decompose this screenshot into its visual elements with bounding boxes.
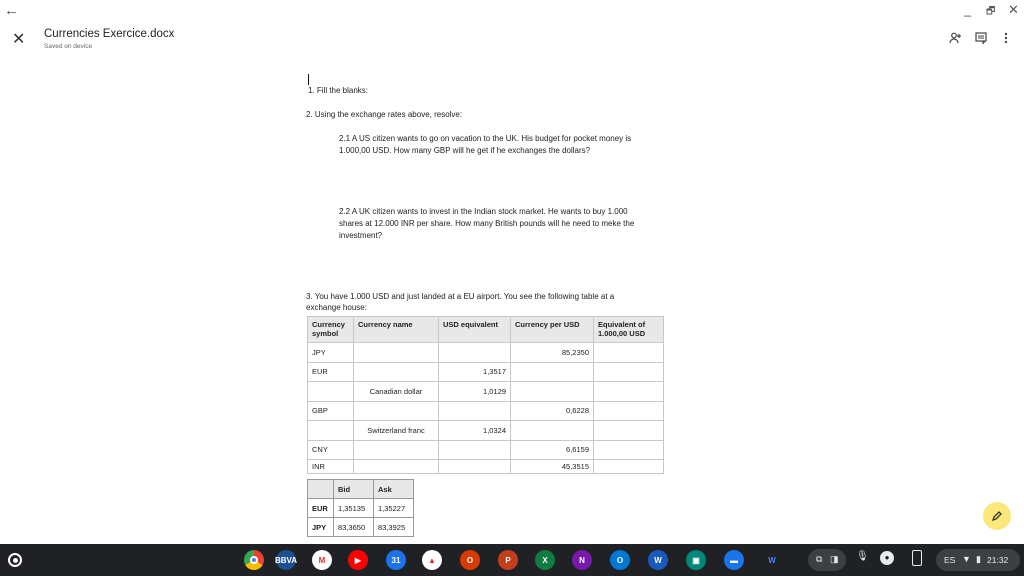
table-cell[interactable] (308, 382, 354, 402)
table-cell[interactable] (594, 440, 664, 460)
table-cell[interactable]: 83,3650 (334, 518, 374, 537)
header-currency-per-usd[interactable]: Currency per USD (511, 317, 594, 343)
chrome-app-icon[interactable] (244, 550, 264, 570)
microphone-icon[interactable]: 🎙 (856, 551, 869, 562)
header-currency-symbol[interactable]: Currency symbol (308, 317, 354, 343)
files-app-icon[interactable]: ▬ (724, 550, 744, 570)
close-document-icon[interactable]: ✕ (12, 31, 26, 48)
table-cell[interactable]: 1,0129 (439, 382, 511, 402)
table-cell[interactable] (439, 343, 511, 363)
table-row (308, 343, 664, 363)
table-cell[interactable] (511, 362, 594, 382)
table-cell[interactable]: 45,3515 (511, 460, 594, 474)
phone-hub-icon[interactable] (912, 550, 922, 566)
drive-app-icon[interactable]: ▲ (422, 550, 442, 570)
minimize-icon[interactable]: _ (964, 2, 972, 17)
edit-pencil-icon (991, 510, 1003, 522)
gmail-app-icon[interactable]: M (312, 550, 332, 570)
document-title: Currencies Exercice.docx (44, 28, 175, 40)
table-cell[interactable]: 6,6159 (511, 440, 594, 460)
restore-icon[interactable]: 🗗 (986, 6, 996, 17)
table-cell[interactable] (354, 362, 439, 382)
table-cell[interactable]: INR (308, 460, 354, 474)
outlook-app-icon[interactable]: O (610, 550, 630, 570)
table-cell[interactable]: 1,35227 (374, 499, 414, 518)
table-row (308, 518, 414, 537)
table-row (308, 460, 664, 474)
question-3-line2[interactable]: exchange house: (306, 303, 367, 312)
window-bar (0, 0, 1024, 22)
question-2-2-line3[interactable]: investment? (339, 231, 383, 240)
header-bid[interactable]: Bid (334, 480, 374, 499)
table-cell[interactable]: JPY (308, 343, 354, 363)
screen-capture-tray[interactable] (808, 549, 846, 571)
screen-capture-icon: ⧉ (816, 554, 823, 564)
back-arrow-icon[interactable]: ← (4, 2, 19, 19)
word-app-app-icon[interactable]: W (648, 550, 668, 570)
youtube-app-icon[interactable]: ▶ (348, 550, 368, 570)
table-cell[interactable] (594, 421, 664, 441)
table-cell[interactable]: EUR (308, 499, 334, 518)
table-cell[interactable] (308, 421, 354, 441)
save-status: Saved on device (44, 43, 93, 50)
clock: 21:32 (987, 555, 1009, 565)
launcher-icon[interactable] (8, 553, 22, 567)
table-cell[interactable] (354, 440, 439, 460)
table-cell[interactable]: EUR (308, 362, 354, 382)
table-cell[interactable] (439, 440, 511, 460)
office-app-icon[interactable]: O (460, 550, 480, 570)
table-row (308, 440, 664, 460)
question-1[interactable]: 1. Fill the blanks: (308, 86, 369, 95)
table-cell[interactable]: 85,2350 (511, 343, 594, 363)
table-cell[interactable] (354, 460, 439, 474)
table-cell[interactable]: CNY (308, 440, 354, 460)
table-cell[interactable]: Switzerland franc (354, 421, 439, 441)
table-cell[interactable] (439, 401, 511, 421)
assistant-icon[interactable]: ● (880, 551, 894, 565)
table-cell[interactable]: JPY (308, 518, 334, 537)
question-2-2-line1[interactable]: 2.2 A UK citizen wants to invest in the Indian stock market. He wants to buy 1.000 (339, 207, 628, 216)
header-ask[interactable]: Ask (374, 480, 414, 499)
close-window-icon[interactable]: ✕ (1008, 2, 1019, 17)
window-icon: ◨ (830, 554, 839, 564)
meet-app-icon[interactable]: ▣ (686, 550, 706, 570)
table-cell[interactable]: 83,3925 (374, 518, 414, 537)
app-bar (0, 22, 1024, 56)
bid-ask-table (307, 479, 414, 537)
word-active-app-icon[interactable]: W (762, 550, 782, 570)
question-2-1-line1[interactable]: 2.1 A US citizen wants to go on vacation to the UK. His budget for pocket money is (339, 134, 632, 143)
excel-app-icon[interactable]: X (535, 550, 555, 570)
table-cell[interactable] (308, 480, 334, 499)
edit-button[interactable] (983, 502, 1011, 530)
battery-icon: ▮ (976, 554, 981, 564)
header-usd-equivalent[interactable]: USD equivalent (439, 317, 511, 343)
system-shelf (0, 544, 1024, 576)
bid-ask-header-row (308, 480, 414, 499)
table-cell[interactable]: 1,0324 (439, 421, 511, 441)
question-2[interactable]: 2. Using the exchange rates above, resolve: (306, 110, 463, 119)
table-cell[interactable]: 1,3517 (439, 362, 511, 382)
comment-icon[interactable] (974, 31, 988, 45)
table-cell[interactable] (354, 401, 439, 421)
powerpoint-app-icon[interactable]: P (498, 550, 518, 570)
question-3-line1[interactable]: 3. You have 1.000 USD and just landed at a EU airport. You see the following table at a (306, 292, 615, 301)
keyboard-language: ES (944, 555, 956, 565)
table-cell[interactable] (511, 421, 594, 441)
table-cell[interactable]: Canadian dollar (354, 382, 439, 402)
exchange-rate-table (307, 316, 664, 474)
header-currency-name[interactable]: Currency name (354, 317, 439, 343)
table-cell[interactable] (594, 362, 664, 382)
question-2-2-line2[interactable]: shares at 12.000 INR per share. How many British pounds will he need to meke the (339, 219, 635, 228)
table-cell[interactable] (594, 401, 664, 421)
header-equivalent-1000-usd[interactable]: Equivalent of 1.000,00 USD (594, 317, 664, 343)
table-row (308, 362, 664, 382)
status-area[interactable] (936, 549, 1020, 571)
table-cell[interactable] (594, 460, 664, 474)
add-person-icon[interactable] (948, 31, 962, 45)
bbva-app-icon[interactable]: BBVA (276, 550, 296, 570)
more-icon[interactable] (999, 31, 1013, 45)
table-cell[interactable]: GBP (308, 401, 354, 421)
table-cell[interactable] (439, 460, 511, 474)
table-cell[interactable] (594, 382, 664, 402)
table-row (308, 499, 414, 518)
table-row (308, 382, 664, 402)
table-cell[interactable]: 0,6228 (511, 401, 594, 421)
table-cell[interactable] (354, 343, 439, 363)
table-cell[interactable] (511, 382, 594, 402)
table-cell[interactable] (594, 343, 664, 363)
calendar-app-icon[interactable]: 31 (386, 550, 406, 570)
table-header-row (308, 317, 664, 343)
table-row (308, 421, 664, 441)
wifi-icon: ▼ (962, 554, 971, 564)
table-cell[interactable]: 1,35135 (334, 499, 374, 518)
table-row (308, 401, 664, 421)
onenote-app-icon[interactable]: N (572, 550, 592, 570)
question-2-1-line2[interactable]: 1.000,00 USD. How many GBP will he get if he exchanges the dollars? (339, 146, 591, 155)
text-cursor (308, 74, 309, 85)
